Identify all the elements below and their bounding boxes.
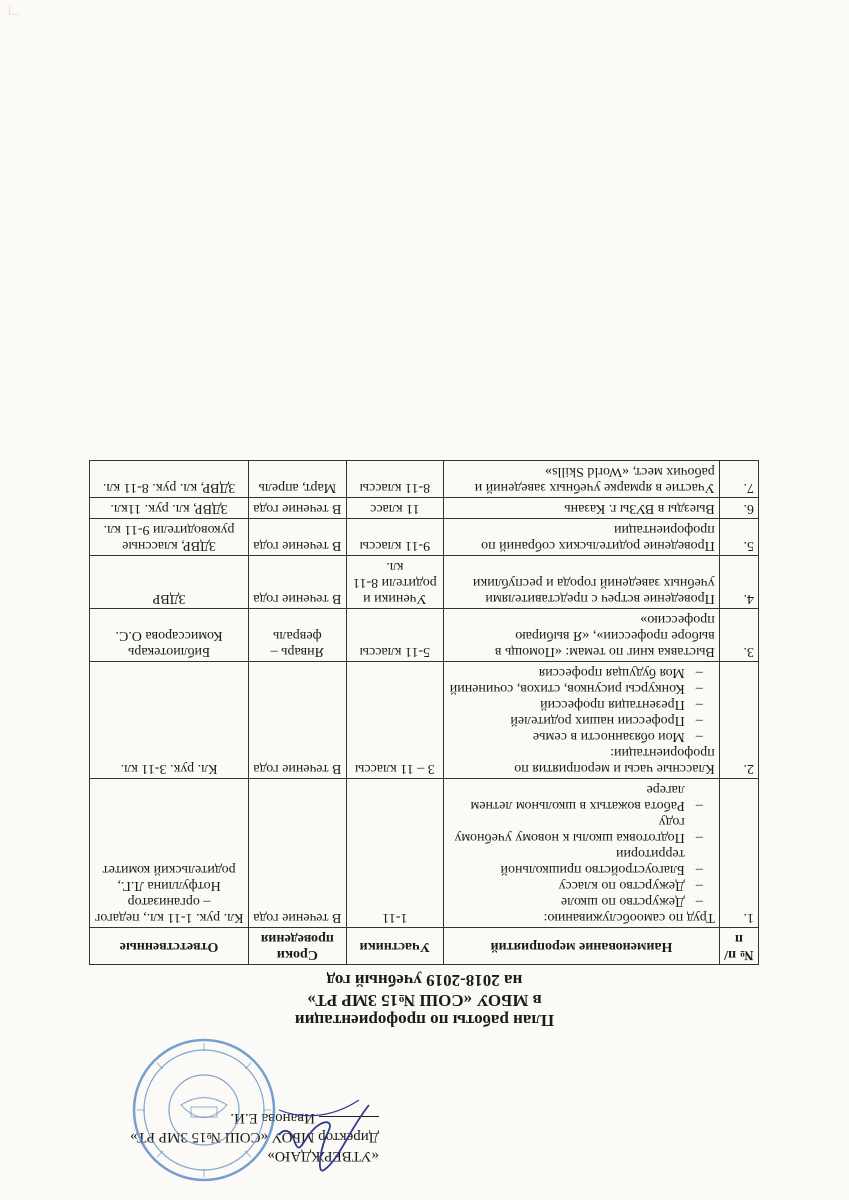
row-activity: Проведение родительских собраний по профориентации <box>444 519 720 556</box>
row-activity: Выезды в ВУЗы г. Казань <box>444 498 720 519</box>
list-item: – Дежурство по школе <box>448 893 715 909</box>
plan-table <box>89 460 759 965</box>
row-participants: 8-11 классы <box>346 461 444 498</box>
row-terms: Январь – февраль <box>249 609 347 662</box>
list-item: – Моя будущая профессия <box>448 664 715 680</box>
row-activity <box>444 662 720 779</box>
list-item: – Подготовка школы к новому учебному году <box>448 813 715 845</box>
row-num: 4. <box>719 556 758 609</box>
row-participants: Ученики и родители 8-11 кл. <box>346 556 444 609</box>
row-responsible: ЗДВР, классные руководители 9-11 кл. <box>90 519 249 556</box>
row-num: 3. <box>719 609 758 662</box>
row-activity <box>444 779 720 928</box>
signature-icon <box>269 1080 379 1190</box>
title-line-1: План работы по профориентации <box>294 1011 555 1030</box>
header-num: № п/п <box>719 928 758 965</box>
row-num: 6. <box>719 498 758 519</box>
row-responsible: Кл. рук. 1-11 кл., педагог – организатор Нотфуллина Л.Г., родительский комитет <box>90 779 249 928</box>
row-num: 7. <box>719 461 758 498</box>
approval-heading: «УТВЕРЖДАЮ» <box>267 1148 379 1164</box>
list-item: – Презентация профессий <box>448 696 715 712</box>
row-terms: В течение года <box>249 519 347 556</box>
table-row <box>90 662 759 779</box>
list-item: – Конкурсы рисунков, стихов, сочинений <box>448 680 715 696</box>
row-participants: 11 класс <box>346 498 444 519</box>
row-participants: 9-11 классы <box>346 519 444 556</box>
row-responsible: ЗДВР, кл. рук. 11кл. <box>90 498 249 519</box>
table-row <box>90 519 759 556</box>
row-activity-title: Труд по самообслуживанию: <box>543 910 715 925</box>
table-row <box>90 556 759 609</box>
row-activity: Выставка книг по темам: «Помощь в выборе профессии», «Я выбираю профессию» <box>444 609 720 662</box>
list-item: – Работа вожатых в школьном летнем лагере <box>448 781 715 813</box>
row-activity-title: Классные часы и мероприятия по профориентации: <box>514 745 715 776</box>
header-name: Наименование мероприятий <box>444 928 720 965</box>
row-activity: Проведение встреч с представителями учебных заведений города и республики <box>444 556 720 609</box>
row-num: 5. <box>719 519 758 556</box>
row-terms: В течение года <box>249 498 347 519</box>
activity-list <box>448 664 715 744</box>
table-row <box>90 609 759 662</box>
approval-signer-name: Иванова Е.И. <box>230 1110 315 1126</box>
table-row <box>90 461 759 498</box>
table-row <box>90 498 759 519</box>
row-terms: В течение года <box>249 662 347 779</box>
title-line-2: в МБОУ «СОШ №15 ЗМР РТ» <box>307 991 542 1010</box>
document-title <box>0 970 849 1030</box>
list-item: – Мои обязанности в семье <box>448 728 715 744</box>
header-responsible: Ответственные <box>90 928 249 965</box>
table-row <box>90 779 759 928</box>
list-item: – Дежурство по классу <box>448 877 715 893</box>
row-responsible: ЗДВР, кл. рук. 8-11 кл. <box>90 461 249 498</box>
row-num: 2. <box>719 662 758 779</box>
row-participants: 5-11 классы <box>346 609 444 662</box>
header-terms: Сроки проведения <box>249 928 347 965</box>
row-participants: 1-11 <box>346 779 444 928</box>
row-participants: 3 – 11 классы <box>346 662 444 779</box>
row-activity: Участие в ярмарке учебных заведений и рабочих мест, «World Skills» <box>444 461 720 498</box>
row-responsible: Библиотекарь Комиссарова О.С. <box>90 609 249 662</box>
row-terms: В течение года <box>249 779 347 928</box>
list-item: – Профессии наших родителей <box>448 712 715 728</box>
table-header-row <box>90 928 759 965</box>
row-terms: Март, апрель <box>249 461 347 498</box>
approval-position: Директор МБОУ «СОШ №15 ЗМР РТ» <box>130 1129 379 1145</box>
row-terms: В течение года <box>249 556 347 609</box>
row-num: 1. <box>719 779 758 928</box>
scan-corner-mark-icon <box>9 5 19 15</box>
header-participants: Участники <box>346 928 444 965</box>
row-responsible: ЗДВР <box>90 556 249 609</box>
list-item: – Благоустройство пришкольной территории <box>448 845 715 877</box>
row-responsible: Кл. рук. 3-11 кл. <box>90 662 249 779</box>
activity-list <box>448 781 715 909</box>
round-stamp-icon <box>129 1035 279 1185</box>
title-line-3: на 2018-2019 учебный год <box>326 971 523 990</box>
